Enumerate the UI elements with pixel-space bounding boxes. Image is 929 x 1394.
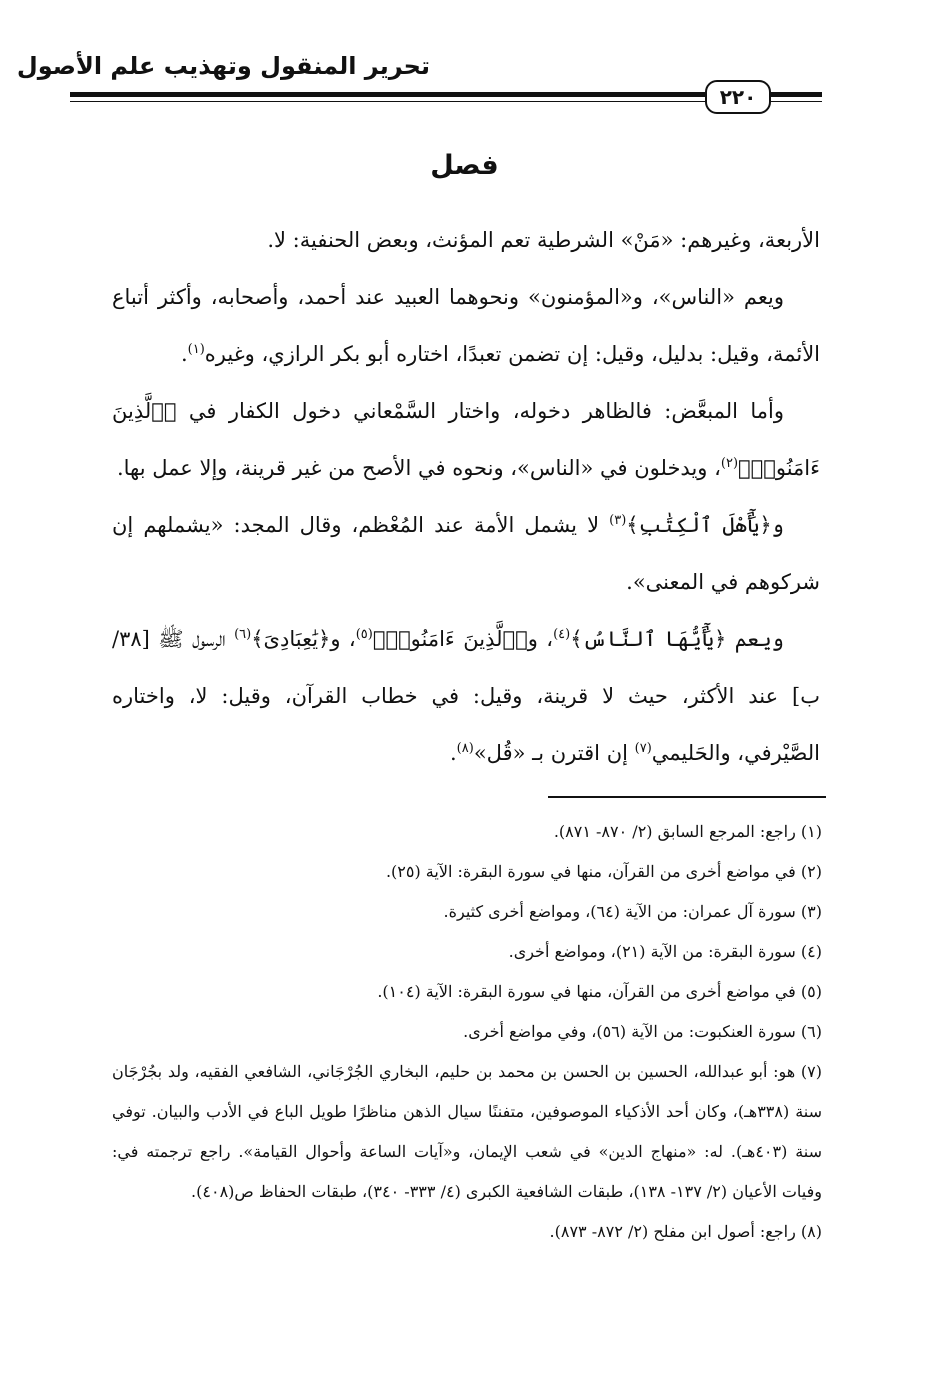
footnote-ref-2[interactable]: (٢) bbox=[720, 456, 739, 471]
footnote-ref-8[interactable]: (٨) bbox=[456, 741, 474, 756]
footnote-7: (٧) هو: أبو عبدالله، الحسين بن الحسن بن محمد بن حليم، البخاري الجُرْجَاني، الشافعي الفقيه، ولد بجُرْجَان سنة (٣٣٨هـ)، وكان أحد الأذكياء الموصوفين، متفننًا سيال الذهن مناظرًا طويل الباع في الأدب والبيان. توفي سنة (٤٠٣هـ). له: «منهاج الدين» في شعب الإيمان، و«آيات الساعة وأحوال القيامة». راجع ترجمته في: وفيات الأعيان (٢/ ١٣٧- ١٣٨)، طبقات الشافعية الكبرى (٤/ ٣٣٣- ٣٤٠)، طبقات الحفاظ ص(٤٠٨). bbox=[112, 1062, 823, 1201]
paragraph-3 bbox=[112, 383, 820, 497]
footnote-5: (٥) في مواضع أخرى من القرآن، منها في سورة البقرة: الآية (١٠٤). bbox=[377, 982, 822, 1001]
footnote-ref-7[interactable]: (٧) bbox=[634, 741, 652, 756]
paragraph-2-tail: . bbox=[180, 342, 188, 366]
footnotes bbox=[112, 812, 822, 1252]
running-title: تحرير المنقول وتهذيب علم الأصول bbox=[16, 52, 430, 80]
paragraph-3-text: وأما المبعَّض: فالظاهر دخوله، واختار السَّمْعاني دخول الكفار في ﴿ٱلَّذِينَ ءَامَنُوا۟﴾ bbox=[112, 399, 820, 480]
footnote-ref-6[interactable]: (٦) bbox=[234, 627, 252, 642]
paragraph-5-tail: . bbox=[449, 741, 457, 765]
footnote-ref-5[interactable]: (٥) bbox=[355, 627, 373, 642]
footnote-1: (١) راجع: المرجع السابق (٢/ ٨٧٠- ٨٧١). bbox=[553, 822, 822, 841]
footnote-6: (٦) سورة العنكبوت: من الآية (٥٦)، وفي مواضع أخرى. bbox=[463, 1022, 822, 1041]
paragraph-1 bbox=[112, 212, 820, 269]
footnote-2: (٢) في مواضع أخرى من القرآن، منها في سورة البقرة: الآية (٢٥). bbox=[385, 862, 822, 881]
section-heading: فصل bbox=[430, 150, 499, 181]
paragraph-5-text-5: إن اقترن بـ «قُل» bbox=[473, 741, 635, 765]
page-number: ٢٢٠ bbox=[705, 80, 771, 114]
footnote-ref-4[interactable]: (٤) bbox=[553, 627, 571, 642]
paragraph-5 bbox=[112, 611, 820, 782]
footnote-3: (٣) سورة آل عمران: من الآية (٦٤)، ومواضع أخرى كثيرة. bbox=[443, 902, 822, 921]
footnote-ref-1[interactable]: (١) bbox=[187, 342, 205, 357]
footnote-4: (٤) سورة البقرة: من الآية (٢١)، ومواضع أخرى. bbox=[508, 942, 822, 961]
main-text bbox=[112, 212, 820, 782]
paragraph-5-text-2: ، و﴿ٱلَّذِينَ ءَامَنُوا۟﴾ bbox=[372, 627, 554, 651]
paragraph-2 bbox=[112, 269, 820, 383]
footnote-8: (٨) راجع: أصول ابن مفلح (٢/ ٨٧٢- ٨٧٣). bbox=[549, 1222, 822, 1241]
paragraph-5-text: ويعم ﴿يَٰٓأَيُّهَا ٱلنَّاسُ﴾ bbox=[570, 627, 784, 651]
paragraph-5-text-4: الرسول ﷺ [٣٨/ ب] عند الأكثر، حيث لا قرينة، وقيل: في خطاب القرآن، وقيل: لا، واختاره الصَّيْرفي، والحَليمي bbox=[112, 627, 820, 765]
footnote-separator bbox=[548, 796, 826, 798]
paragraph-4-text: و﴿يَٰٓأَهْلَ ٱلْكِتَٰبِ﴾ bbox=[626, 513, 784, 537]
paragraph-4 bbox=[112, 497, 820, 611]
footnote-ref-3[interactable]: (٣) bbox=[609, 513, 627, 528]
paragraph-2-text: ويعم «الناس»، و«المؤمنون» ونحوهما العبيد عند أحمد، وأصحابه، وأكثر أتباع الأئمة، وقيل: بدليل، وقيل: إن تضمن تعبدًا، اختاره أبو بكر الرازي، وغيره bbox=[112, 285, 820, 366]
paragraph-1-text: الأربعة، وغيرهم: «مَنْ» الشرطية تعم المؤنث، وبعض الحنفية: لا. bbox=[267, 228, 820, 252]
paragraph-4-tail: لا يشمل الأمة عند المُعْظم، وقال المجد: «يشملهم إن شركوهم في المعنى». bbox=[112, 513, 820, 594]
paragraph-5-text-3: ، و﴿يَٰعِبَادِىَ﴾ bbox=[251, 627, 356, 651]
paragraph-3-tail: ، ويدخلون في «الناس»، ونحوه في الأصح من غير قرينة، وإلا عمل بها. bbox=[116, 456, 721, 480]
